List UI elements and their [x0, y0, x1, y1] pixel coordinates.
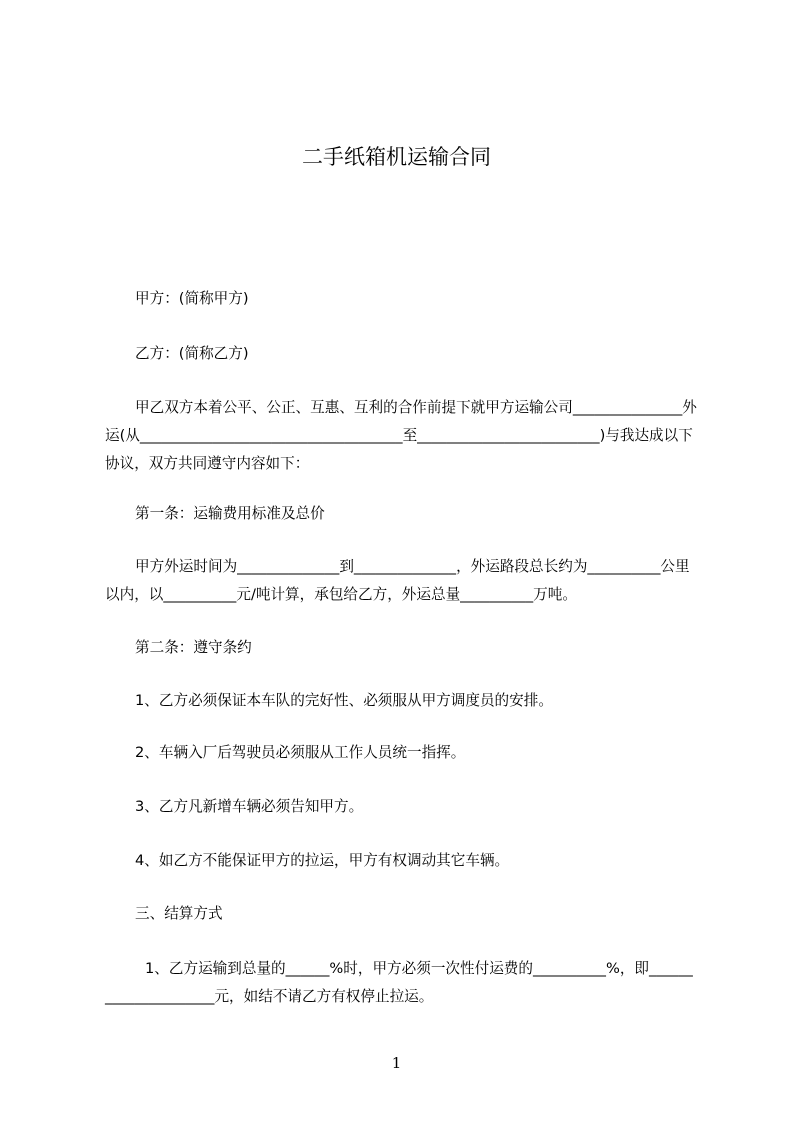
party-a-line: 甲方：(简称甲方) — [135, 290, 249, 307]
intro-paragraph: 甲乙双方本着公平、公正、互惠、互利的合作前提下就甲方运输公司_______________外运(从____________________________________至_________________________)与我达成以下协议，双方共同遵守内容如下： — [105, 399, 697, 472]
article2-heading: 第二条：遵守条约 — [135, 639, 252, 656]
article2-item: 4、如乙方不能保证甲方的拉运，甲方有权调动其它车辆。 — [135, 852, 510, 869]
section3-item-1: 1、乙方运输到总量的______%时，甲方必须一次性付运费的__________%，即_____________________元，如结不请乙方有权停止拉运。 — [105, 960, 693, 1005]
section3-heading: 三、结算方式 — [135, 905, 223, 922]
party-b-line: 乙方：(简称乙方) — [135, 345, 249, 362]
article2-item: 1、乙方必须保证本车队的完好性、必须服从甲方调度员的安排。 — [135, 692, 553, 709]
page-number: 1 — [391, 1054, 402, 1072]
article1-paragraph: 甲方外运时间为______________到______________，外运路段总长约为__________公里以内，以__________元/吨计算，承包给乙方，外运总量__________万吨。 — [105, 558, 690, 603]
article2-item: 2、车辆入厂后驾驶员必须服从工作人员统一指挥。 — [135, 744, 466, 761]
document-title: 二手纸箱机运输合同 — [302, 145, 491, 169]
article2-item: 3、乙方凡新增车辆必须告知甲方。 — [135, 798, 364, 815]
article1-heading: 第一条：运输费用标准及总价 — [135, 505, 325, 522]
